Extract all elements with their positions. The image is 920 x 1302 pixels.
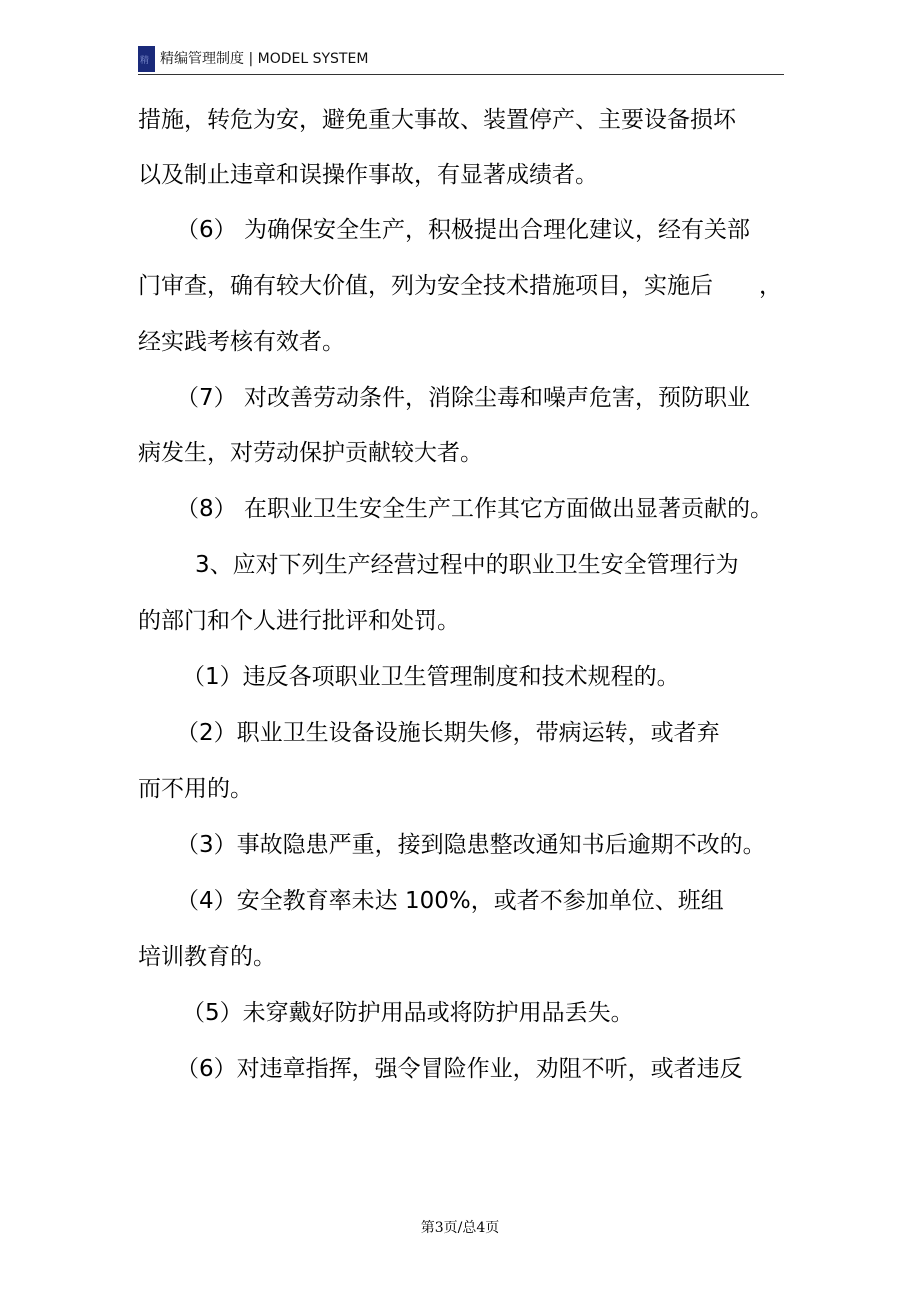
paragraph-line: 培训教育的。	[138, 944, 276, 970]
paragraph-line: 措施，转危为安，避免重大事故、装置停产、主要设备损坏	[138, 107, 736, 133]
paragraph-line: （5）未穿戴好防护用品或将防护用品丢失。	[182, 1000, 634, 1026]
document-logo-icon	[138, 46, 155, 72]
page-header	[138, 44, 784, 75]
page-number: 第3页/总4页	[420, 1220, 500, 1236]
paragraph-line: （6）对违章指挥，强令冒险作业，劝阻不听，或者违反	[176, 1056, 743, 1082]
paragraph-line: 3、应对下列生产经营过程中的职业卫生安全管理行为	[195, 552, 739, 578]
logo-mark: 精	[140, 56, 150, 66]
header-title: 精编管理制度 | MODEL SYSTEM	[160, 51, 369, 67]
paragraph-line: （6） 为确保安全生产，积极提出合理化建议，经有关部	[176, 217, 750, 243]
paragraph-line: （2）职业卫生设备设施长期失修，带病运转，或者弃	[176, 720, 720, 746]
paragraph-line: 病发生，对劳动保护贡献较大者。	[138, 440, 483, 466]
paragraph-line: 的部门和个人进行批评和处罚。	[138, 608, 460, 634]
paragraph-line: （7） 对改善劳动条件，消除尘毒和噪声危害，预防职业	[176, 385, 750, 411]
paragraph-line: （8） 在职业卫生安全生产工作其它方面做出显著贡献的。	[176, 496, 773, 522]
paragraph-line: 门审查，确有较大价值，列为安全技术措施项目，实施后 ，	[138, 273, 782, 299]
paragraph-line: 以及制止违章和误操作事故，有显著成绩者。	[138, 162, 598, 188]
paragraph-line: （4）安全教育率未达 100%，或者不参加单位、班组	[176, 888, 724, 914]
paragraph-line: 而不用的。	[138, 776, 253, 802]
paragraph-line: （1）违反各项职业卫生管理制度和技术规程的。	[182, 664, 680, 690]
paragraph-line: （3）事故隐患严重，接到隐患整改通知书后逾期不改的。	[176, 832, 766, 858]
paragraph-line: 经实践考核有效者。	[138, 329, 345, 355]
